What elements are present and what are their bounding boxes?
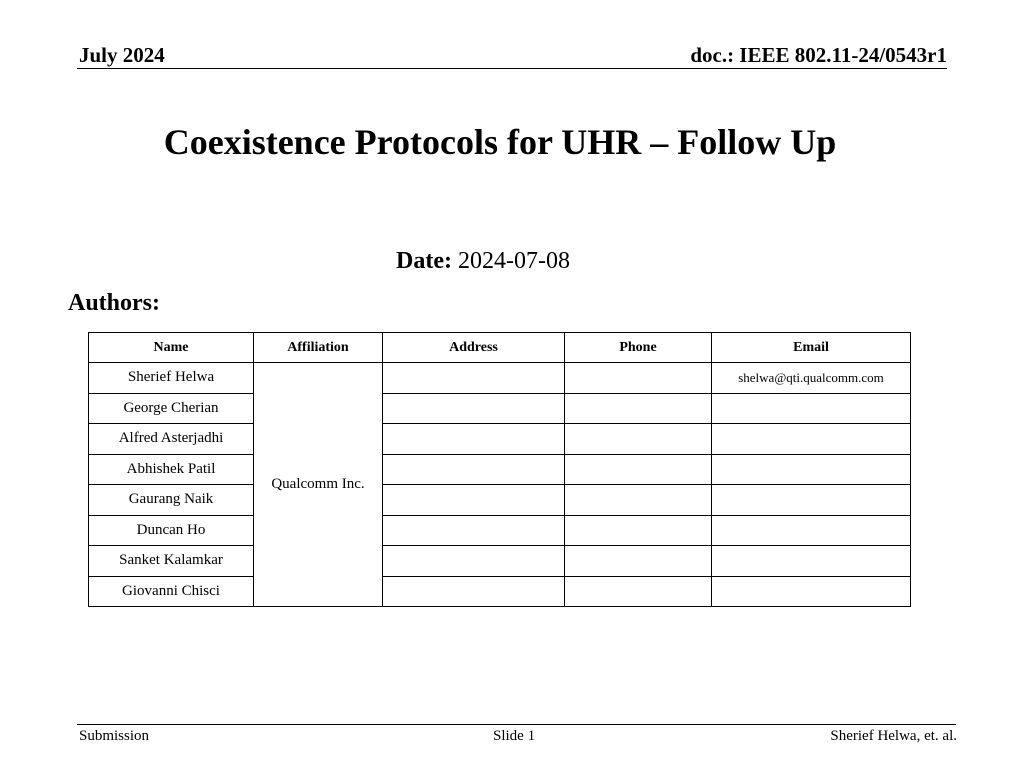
- author-address: [383, 424, 565, 455]
- header-name: Name: [89, 333, 254, 363]
- footer-divider: [77, 724, 956, 725]
- table-header-row: [89, 333, 911, 363]
- author-name: Gaurang Naik: [89, 485, 254, 516]
- author-email: [712, 485, 911, 516]
- author-phone: [565, 454, 712, 485]
- table-row: [89, 546, 911, 577]
- author-phone: [565, 363, 712, 394]
- author-phone: [565, 485, 712, 516]
- date-value: 2024-07-08: [457, 248, 570, 274]
- author-name: Duncan Ho: [89, 515, 254, 546]
- author-email: [712, 546, 911, 577]
- header-date: July 2024: [79, 43, 165, 67]
- date-line: [396, 248, 570, 275]
- author-name: George Cherian: [89, 393, 254, 424]
- footer-submission: Submission: [79, 728, 150, 744]
- table-row: [89, 454, 911, 485]
- author-email: [712, 454, 911, 485]
- author-phone: [565, 576, 712, 607]
- header-address: Address: [383, 333, 565, 363]
- author-phone: [565, 546, 712, 577]
- author-email: [712, 424, 911, 455]
- author-name: Giovanni Chisci: [89, 576, 254, 607]
- author-email: [712, 576, 911, 607]
- header-divider: [77, 68, 947, 69]
- author-name: Sherief Helwa: [89, 363, 254, 394]
- authors-label: Authors:: [68, 290, 161, 316]
- author-email: [712, 515, 911, 546]
- author-affiliation: Qualcomm Inc.: [254, 363, 383, 607]
- slide-title: Coexistence Protocols for UHR – Follow Up: [163, 122, 837, 162]
- table-row: [89, 393, 911, 424]
- header-email: Email: [712, 333, 911, 363]
- table-row: [89, 576, 911, 607]
- author-name: Alfred Asterjadhi: [89, 424, 254, 455]
- author-email: [712, 393, 911, 424]
- author-address: [383, 454, 565, 485]
- header-phone: Phone: [565, 333, 712, 363]
- author-name: Abhishek Patil: [89, 454, 254, 485]
- author-phone: [565, 424, 712, 455]
- author-name: Sanket Kalamkar: [89, 546, 254, 577]
- date-label: Date:: [396, 248, 452, 274]
- authors-table: [88, 332, 911, 607]
- table-row: [89, 515, 911, 546]
- author-address: [383, 363, 565, 394]
- author-phone: [565, 393, 712, 424]
- table-row: [89, 363, 911, 394]
- header-affiliation: Affiliation: [254, 333, 383, 363]
- author-address: [383, 515, 565, 546]
- author-address: [383, 393, 565, 424]
- table-row: [89, 485, 911, 516]
- author-address: [383, 546, 565, 577]
- author-address: [383, 576, 565, 607]
- footer-slide-number: Slide 1: [493, 728, 536, 744]
- author-email: shelwa@qti.qualcomm.com: [712, 363, 911, 394]
- footer-author: Sherief Helwa, et. al.: [830, 728, 957, 744]
- author-address: [383, 485, 565, 516]
- table-row: [89, 424, 911, 455]
- header-doc-id: doc.: IEEE 802.11-24/0543r1: [690, 43, 947, 67]
- author-phone: [565, 515, 712, 546]
